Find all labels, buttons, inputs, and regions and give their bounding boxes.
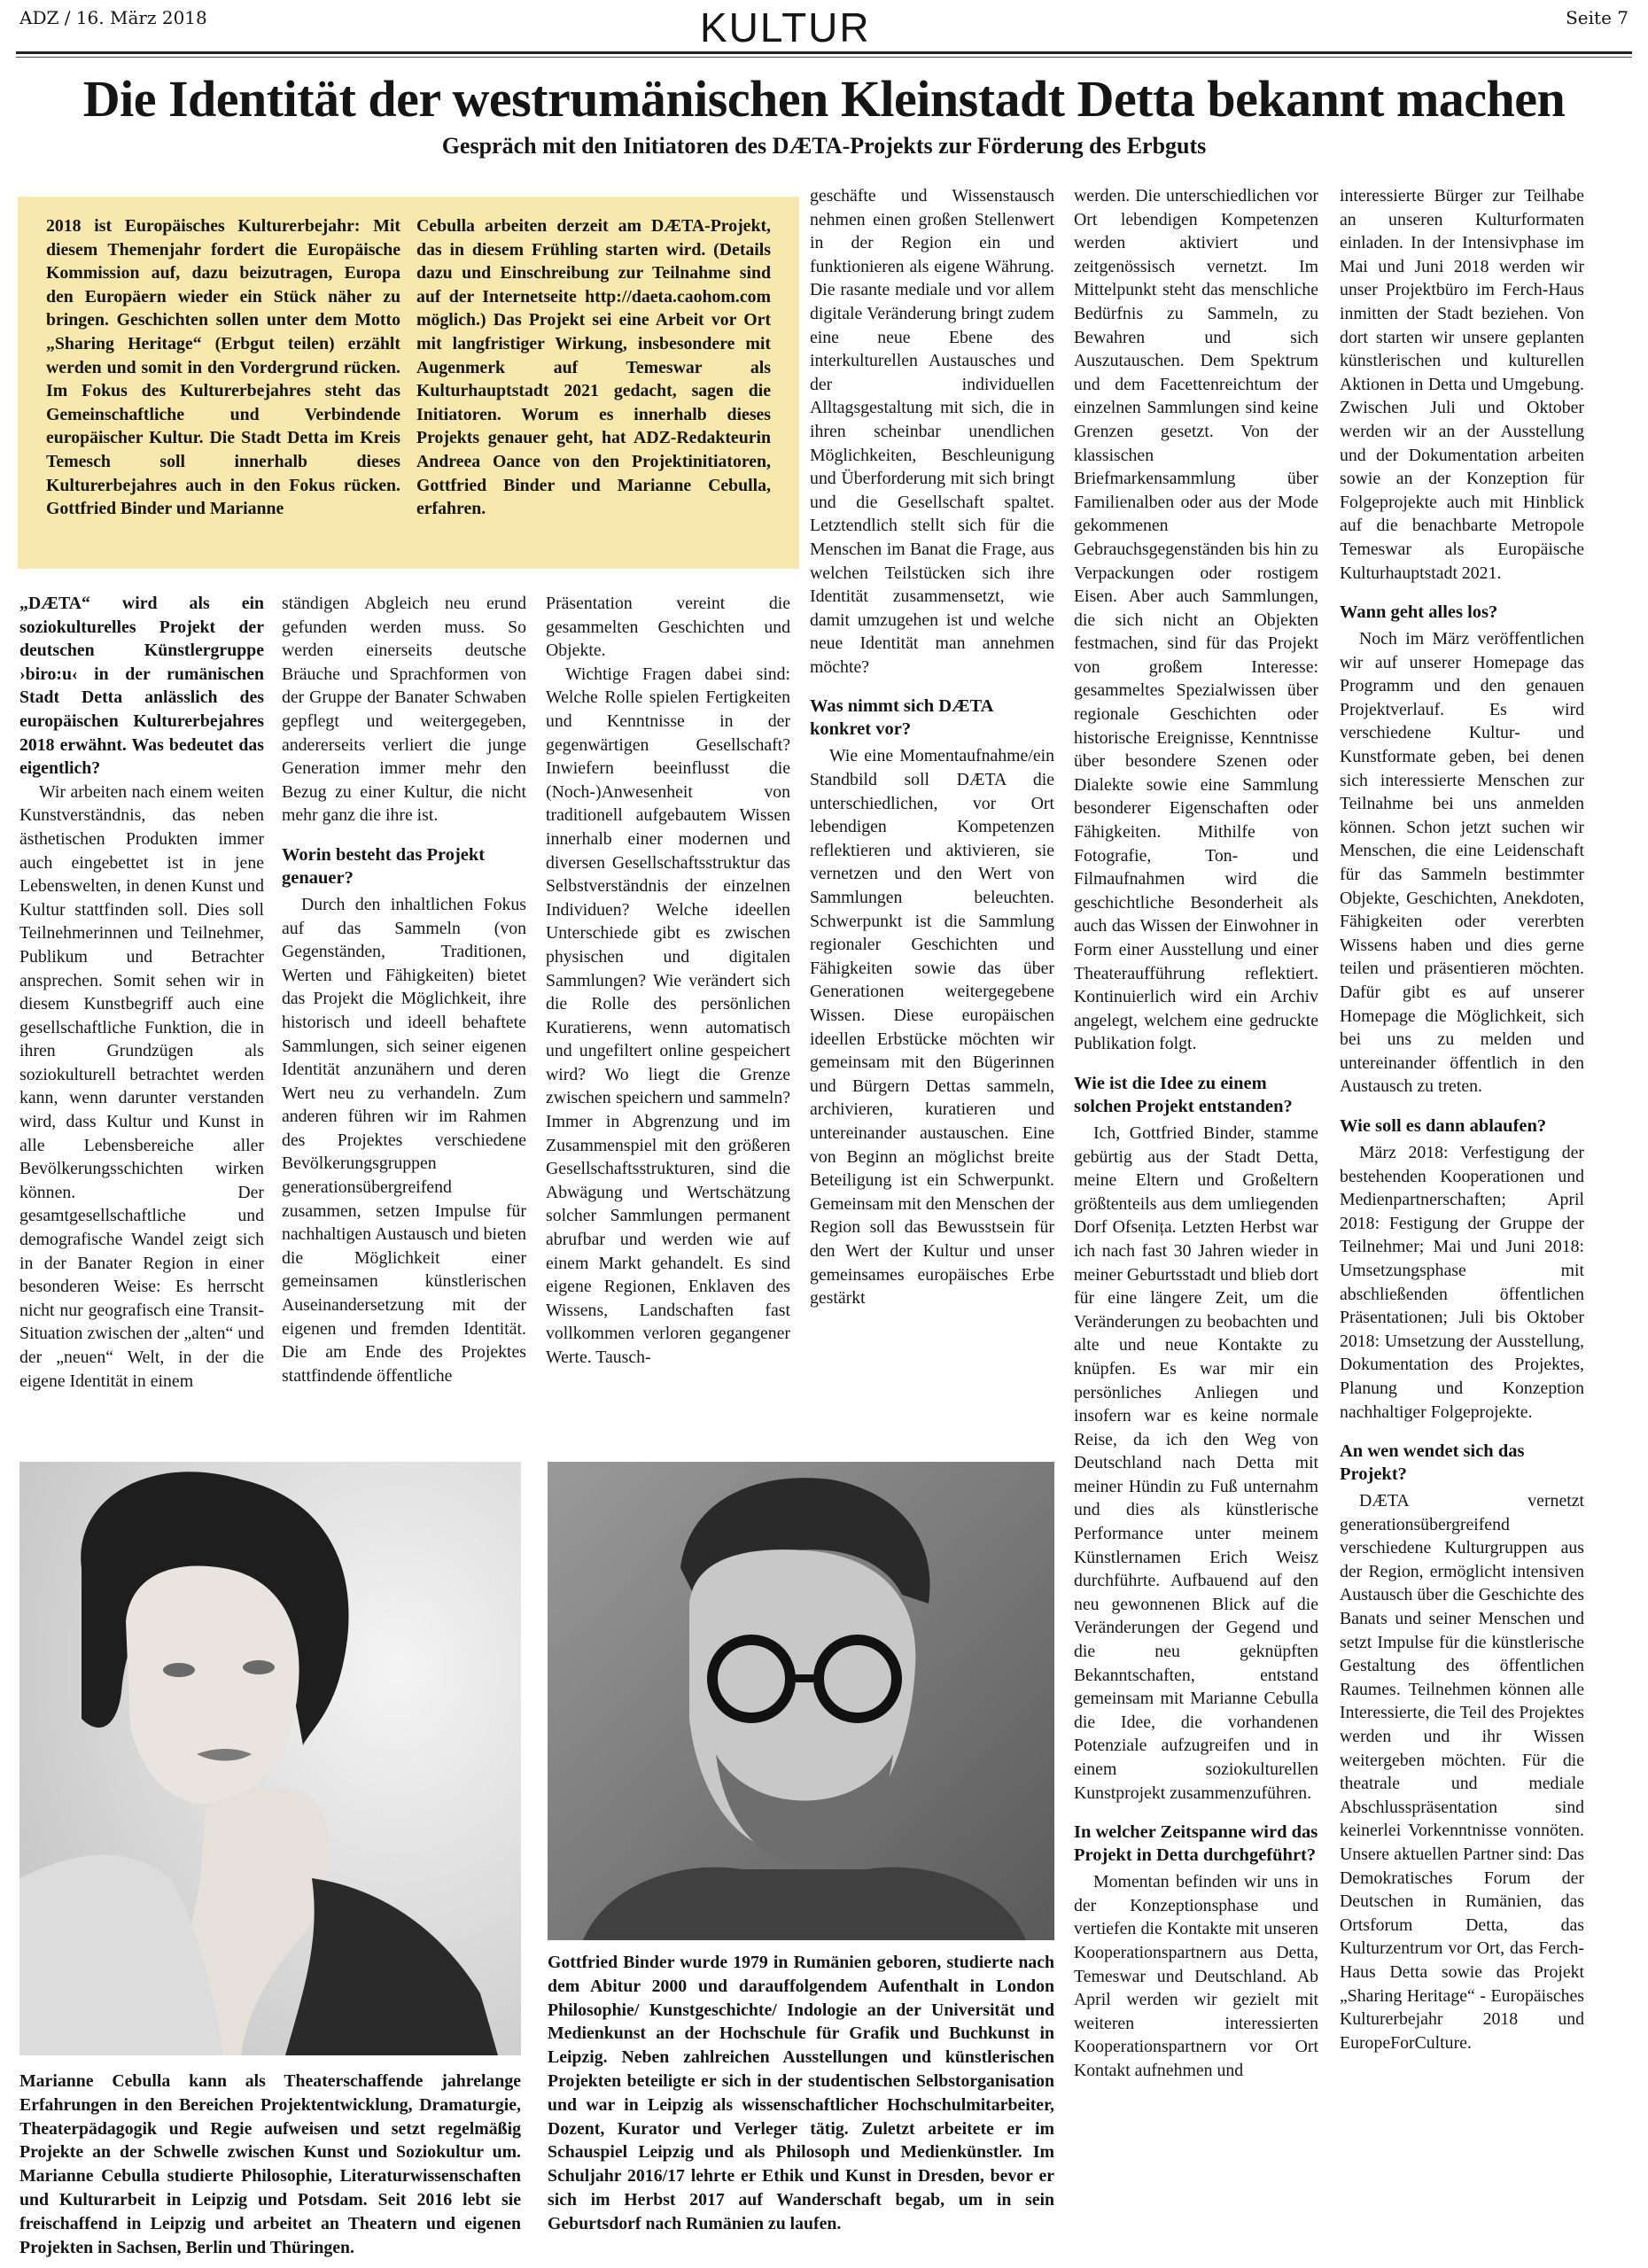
intro-text-col1: 2018 ist Europäisches Kulturerbejahr: Mit diesem Themenjahr fordert die Europäische Kommission auf, dazu beizutragen, Europa den Europäern wieder ein Stück näher zu bringen. Geschichten sollen unter dem Motto „Sharing Heritage“ (Erbgut teilen) erzählt werden und somit in den Vordergrund rücken. Im Fokus des Kulturerbejahres steht das Gemeinschaftliche und Verbindende europäischer Kultur. Die Stadt Detta im Kreis Temesch soll innerhalb dieses Kulturerbejahres auch in den Fokus rücken. Gottfried Binder und Marianne [46,216,400,519]
intro-text-col2: Cebulla arbeiten derzeit am DÆTA-Projekt, das in diesem Frühling starten wird. (Details dazu und Einschreibung zur Teilnahme sind auf der Internetseite http://daeta.caohom.com möglich.) Das Projekt sei eine Arbeit vor Ort mit langfristiger Wirkung, insbesondere mit Augenmerk auf Temeswar als Kulturhauptstadt 2021 gedacht, sagen die Initiatoren. Worum es innerhalb dieses Projekts genauer geht, hat ADZ-Redakteurin Andreea Oance von den Projektinitiatoren, Gottfried Binder und Marianne Cebulla, erfahren. [416,216,771,519]
question-heading: Wann geht alles los? [1340,602,1498,623]
portrait-woman-image [19,1462,521,2055]
paragraph: März 2018: Verfestigung der bestehenden Kooperationen und Medienpartnerschaften; April 2018: Festigung der Gruppe der Teilnehmer; Mai und Juni 2018: Umsetzungsphase mit abschließenden öffentlichen Präsentationen; Juli bis Oktober 2018: Umsetzung der Ausstellung, Dokumentation des Projektes, Planung und Konzeption nachhaltiger Folgeprojekte. [1340,1142,1584,1422]
question-heading: Wie soll es dann ablaufen? [1340,1115,1547,1136]
paragraph: Präsentation vereint die gesammelten Geschichten und Objekte. [546,594,790,661]
question-heading: An wen wendet sich das Projekt? [1340,1441,1525,1485]
caption-marianne-cebulla: Marianne Cebulla kann als Theaterschaffende jahrelange Erfahrungen in den Bereichen Projektentwicklung, Dramaturgie, Theaterpädagogik und Regie aufweisen und setzt regelmäßig Projekte an der Schwelle zwischen Kunst und Soziokultur um. Marianne Cebulla studierte Philosophie, Literaturwissenschaften und Kulturarbeit in Leipzig und Potsdam. Seit 2016 lebt sie freischaffend in Leipzig und arbeitet an Theatern und eigenen Projekten in Sachsen, Berlin und Thüringen. [19,2071,521,2257]
paragraph: Noch im März veröffentlichen wir auf unserer Homepage das Programm und den genauen Projektverlauf. Es wird verschiedene Kultur- und Kunstformate geben, bei denen sich interessierte Menschen zur Teilnahme bei uns anmelden können. Schon jetzt suchen wir Menschen, die eine Leidenschaft für das Sammeln bestimmter Objekte, Geschichten, Anekdoten, Fähigkeiten oder vererbten Wissens haben und dies gerne teilen und präsentieren möchten. Dafür gibt es auf unserer Homepage die Möglichkeit, sich bei uns zu melden und untereinander öffentlich in den Austausch zu treten. [1340,629,1584,1097]
photo-marianne-cebulla [19,1462,521,2055]
column-4 [810,184,1054,1310]
paragraph: Durch den inhaltlichen Fokus auf das Sammeln (von Gegenständen, Traditionen, Werten und Fähigkeiten) bietet das Projekt die Möglichkeit, ihre historisch und ideell behaftete Sammlungen, sich seiner eigenen Identität anzunähern und deren Wert neu zu verhandeln. Zum anderen führen wir im Rahmen des Projektes verschiedene Bevölkerungsgruppen generationsübergreifend zusammen, setzen Impulse für nachhaltigen Austausch und bieten die Möglichkeit einer gemeinsamen künstlerischen Auseinandersetzung mit der eigenen und fremden Identität. Die am Ende des Projektes stattfindende öffentliche [282,894,526,1386]
question-heading: Worin besteht das Projekt genauer? [282,844,486,888]
article-subtitle: Gespräch mit den Initiatoren des DÆTA-Projekts zur Förderung des Erbguts [441,133,1207,159]
portrait-man-image [548,1462,1054,1940]
column-2 [282,592,526,1387]
lead-question: „DÆTA“ wird als ein soziokulturelles Projekt der deutschen Künstlergruppe ›biro:u‹ in der rumänischen Stadt Detta anlässlich des europäischen Kulturerbejahres 2018 erwähnt. Was bedeutet das eigentlich? [19,594,264,779]
header-rule-thin [16,57,1632,58]
page-number: Seite 7 [1566,7,1629,28]
column-5 [1074,184,1318,2083]
paragraph: Wie eine Momentaufnahme/ein Standbild soll DÆTA die unterschiedlichen, vor Ort lebendigen Kompetenzen reflektieren und aktivieren, sie vernetzen und den Wert von Sammlungen beleuchten. Schwerpunkt ist die Sammlung regionaler Geschichten und Fähigkeiten sowie das über Generationen weitergegebene Wissen. Diese europäischen ideellen Erbstücke möchten wir gemeinsam mit den Bügerinnen und Bürgern Dettas sammeln, archivieren, kuratieren und untereinander austauschen. Eine von Beginn an möglichst breite Beteiligung ist ein Schwerpunkt. Gemeinsam mit den Menschen der Region soll das Bewusstsein für den Wert der Kultur und unser gemeinsames europäisches Erbe gestärkt [810,746,1054,1309]
question-heading: Was nimmt sich DÆTA konkret vor? [810,696,993,740]
paragraph: Momentan befinden wir uns in der Konzeptionsphase und vertiefen die Kontakte mit unseren Kooperationspartnern aus Detta, Temeswar und Deutschland. Ab April werden wir gezielt mit weiteren interessierten Kooperationspartnern vor Ort Kontakt aufnehmen und [1074,1872,1318,2080]
paragraph: geschäfte und Wissenstausch nehmen einen großen Stellenwert in der Region ein und funktionieren als eigene Währung. Die rasante mediale und vor allem digitale Veränderung bringt zudem eine neue Ebene des interkulturellen Austausches und der individuellen Alltagsgestaltung mit sich, die in ihren scheinbar unendlichen Möglichkeiten, Beschleunigung und Überforderung mit sich bringt und die Gesellschaft spaltet. Letztendlich stellt sich für die Menschen im Banat die Frage, aus welchen Teilstücken sich ihre Identität zusammensetzt, wie damit umzugehen ist und welche neue Identität man annehmen möchte? [810,186,1054,677]
column-1 [19,592,264,1393]
paragraph: DÆTA vernetzt generationsübergreifend verschiedene Kulturgruppen aus der Region, ermöglicht intensiven Austausch über die Geschichte des Banats und seiner Menschen und setzt Impulse für die künstlerische Gestaltung des öffentlichen Raumes. Teilnehmen können alle Interessierte, die Teil des Projektes werden und ihr Wissen weitergeben möchten. Für die theatrale und mediale Abschlusspräsentation sind keinerlei Vorkenntnisse vonnöten. Unsere aktuellen Partner sind: Das Demokratisches Forum der Deutschen in Rumänien, das Ortsforum Detta, das Kulturzentrum vor Ort, das Ferch-Haus Detta sowie das Projekt „Sharing Heritage“ - Europäisches Kulturerbejahr 2018 und EuropeForCulture. [1340,1491,1584,2053]
paragraph: werden. Die unterschiedlichen vor Ort lebendigen Kompetenzen werden aktiviert und zeitgenössisch vernetzt. Im Mittelpunkt steht das menschliche Bedürfnis zu Sammeln, zu Bewahren und sich Auszutauschen. Dem Spektrum und dem Facettenreichtum der einzelnen Sammlungen sind keine Grenzen gesetzt. Von der klassischen Briefmarkensammlung über Familienalben oder aus der Mode gekommenen Gebrauchsgegenständen bis hin zu Verpackungen oder rostigem Eisen. Aber auch Sammlungen, die sich nicht an Objekten festmachen, sind für das Projekt von großem Interesse: gesammeltes Spezialwissen über regionale Geschichten oder historische Ereignisse, Kenntnisse über besondere Szenen oder Dialekte sowie eine Sammlung besonderer Eigenschaften oder Fähigkeiten. Mithilfe von Fotografie, Ton- und Filmaufnahmen wird die geschichtliche Besonderheit als auch das Wissen der Einwohner in Form einer Ausstellung und einer Theateraufführung reflektiert. Kontinuierlich wird ein Archiv angelegt, welchem eine gedruckte Publikation folgt. [1074,186,1318,1054]
section-title: KULTUR [700,4,871,50]
intro-box [18,197,799,569]
issue-date: ADZ / 16. März 2018 [19,7,207,28]
photo-gottfried-binder [548,1462,1054,1940]
paragraph: Wichtige Fragen dabei sind: Welche Rolle spielen Fertigkeiten und Kenntnisse in der gegenwärtigen Gesellschaft? Inwiefern beeinflusst die (Noch-)Anwesenheit von traditionell aufgebautem Wissen innerhalb einer modernen und diversen Gesellschaftsstruktur das Selbstverständnis der einzelnen Individuen? Welche ideellen Unterschiede gibt es zwischen physischen und digitalen Sammlungen? Wie verändert sich die Rolle des persönlichen Kuratierens, wenn automatisch und ungefiltert online gespeichert wird? Wo liegt die Grenze zwischen speichern und sammeln? Immer in Abgrenzung und im Zusammenspiel mit den größeren Gesellschaftsstrukturen, sind die Abwägung und Wertschätzung solcher Sammlungen permanent abrufbar und werden wie auf einem Markt gehandelt. Es sind eigene Regionen, Enklaven des Wissens, Landschaften fast vollkommen verloren gegangener Werte. Tausch- [546,664,790,1367]
paragraph: Ich, Gottfried Binder, stamme gebürtig aus der Stadt Detta, meine Eltern und Großeltern größtenteils aus dem umliegenden Dorf Ofsenița. Letzten Herbst war ich nach fast 30 Jahren wieder in meiner Geburtsstadt und blieb dort für eine längere Zeit, um die Veränderungen zu beobachten und alte und neue Kontakte zu knüpfen. Es war mir ein persönliches Anliegen und insofern war es keine normale Reise, da ich den Weg von Deutschland nach Detta mit meiner Hündin zu Fuß unternahm und dies als künstlerische Performance unter meinem Künstlernamen Erich Weisz durchführte. Aufbauend auf den neu gewonnenen Blick auf die Veränderungen der Gegend und die neu geknüpften Bekanntschaften, entstand gemeinsam mit Marianne Cebulla die Idee, die vorhandenen Potenziale aufzugreifen und in einem soziokulturellen Kunstprojekt zusammenzuführen. [1074,1122,1318,1803]
question-heading: In welcher Zeitspanne wird das Projekt in Detta durchgeführt? [1074,1822,1318,1866]
column-6 [1340,184,1584,2054]
caption-gottfried-binder: Gottfried Binder wurde 1979 in Rumänien geboren, studierte nach dem Abitur 2000 und darauffolgendem Aufenthalt in London Philosophie/ Kunstgeschichte/ Indologie an der Universität und Medienkunst an der Hochschule für Grafik und Buchkunst in Leipzig. Neben zahlreichen Ausstellungen und künstlerischen Projekten beteiligte er sich in der studentischen Selbstorganisation und war in Leipzig als wissenschaftlicher Hochschulmitarbeiter, Dozent, Kurator und Verleger tätig. Zuletzt arbeitete er im Schauspiel Leipzig und als Philosoph und Medienkünstler. Im Schuljahr 2016/17 lehrte er Ethik und Kunst in Dresden, bevor er sich im Herbst 2017 auf Wanderschaft begab, um in sein Geburtsdorf nach Rumänien zu laufen. [548,1953,1054,2233]
column-3-lower [546,592,790,1370]
paragraph: Wir arbeiten nach einem weiten Kunstverständnis, das neben ästhetischen Produkten immer auch eingebettet ist in jene Lebenswelten, in denen Kunst und Kultur stattfinden soll. Dies soll Teilnehmerinnen und Teilnehmer, Publikum und Betrachter ansprechen. Somit sehen wir in diesem Kunstbegriff auch eine gesellschaftliche Funktion, die in ihren Grundzügen als soziokulturell betrachtet werden kann, wenn darunter verstanden wird, dass Kultur und Kunst in alle Lebensbereiche aller Bevölkerungsschichten wirken können. Der gesamtgesellschaftliche und demografische Wandel zeigt sich in der Banater Region in einer besonderen Weise: Es herrscht nicht nur geografisch eine Transit-Situation zwischen der „alten“ und der „neuen“ Welt, in der die eigene Identität in einem [19,781,264,1391]
paragraph: ständigen Abgleich neu erund gefunden werden muss. So werden einerseits deutsche Bräuche und Sprachformen von der Gruppe der Banater Schwaben gepflegt und weitergegeben, andererseits verliert die junge Generation immer mehr den Bezug zu einer Kultur, die nicht mehr ganz die ihre ist. [282,594,526,826]
question-heading: Wie ist die Idee zu einem solchen Projekt entstanden? [1074,1073,1293,1116]
article-title: Die Identität der westrumänischen Kleinstadt Detta bekannt machen [82,70,1566,128]
paragraph: interessierte Bürger zur Teilhabe an unseren Kulturformaten einladen. In der Intensivphase im Mai und Juni 2018 werden wir unser Projektbüro im Ferch-Haus inmitten der Stadt beziehen. Von dort starten wir unsere geplanten künstlerischen und kulturellen Aktionen in Detta und Umgebung. Zwischen Juli und Oktober werden wir an der Ausstellung und der Dokumentation arbeiten sowie an der Konzeption für Folgeprojekte auch mit Hinblick auf die benachbarte Metropole Temeswar als Europäische Kulturhauptstadt 2021. [1340,186,1584,583]
header-rule [16,51,1632,54]
